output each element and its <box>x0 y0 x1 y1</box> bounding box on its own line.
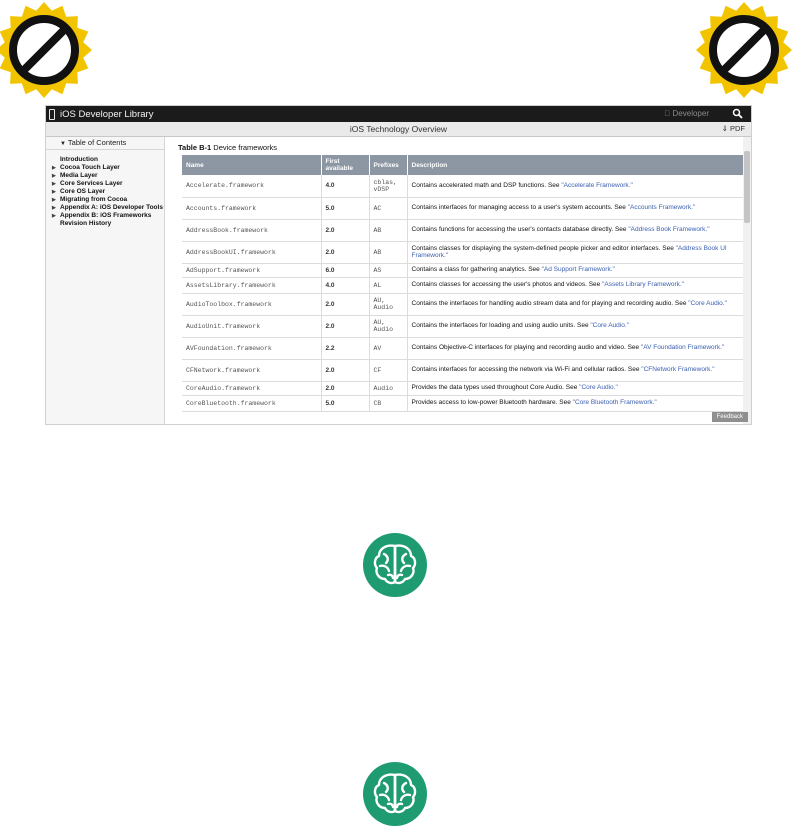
toc-item[interactable] <box>46 172 164 180</box>
description-text: Contains interfaces for accessing the network via Wi-Fi and cellular radios. See <box>411 366 642 374</box>
toc-item[interactable] <box>46 188 164 196</box>
caption-text: Device frameworks <box>213 143 278 152</box>
toc-item-label: Revision History <box>60 220 112 227</box>
top-bar <box>46 106 751 122</box>
framework-name-cell: AddressBook.framework <box>182 219 321 241</box>
framework-name-cell: AudioUnit.framework <box>182 315 321 337</box>
toc-toggle-icon: ▼ <box>60 141 66 147</box>
first-available-cell: 2.0 <box>321 293 369 315</box>
description-cell <box>407 315 746 337</box>
description-text: Provides the data types used throughout Core Audio. See <box>411 384 580 392</box>
framework-link[interactable]: "Core Bluetooth Framework." <box>572 399 657 407</box>
description-cell <box>407 337 746 359</box>
toc-item[interactable] <box>46 180 164 188</box>
toc-item[interactable] <box>46 204 164 212</box>
framework-link[interactable]: "Core Audio." <box>579 384 618 392</box>
expand-arrow-icon[interactable]: ▶ <box>52 213 56 219</box>
toc-item-label: Media Layer <box>60 172 98 179</box>
table-caption <box>178 143 277 152</box>
prefixes-cell: AC <box>369 197 407 219</box>
table-row <box>182 175 746 197</box>
prefixes-cell: CB <box>369 395 407 411</box>
toc-item[interactable] <box>46 220 164 228</box>
expand-arrow-icon[interactable]: ▶ <box>52 173 56 179</box>
first-available-cell: 4.0 <box>321 277 369 293</box>
no-sign-icon <box>694 0 794 100</box>
first-available-cell: 2.0 <box>321 241 369 263</box>
description-text: Contains a class for gathering analytics. See <box>411 266 542 274</box>
prefixes-cell: AV <box>369 337 407 359</box>
description-cell <box>407 277 746 293</box>
expand-arrow-icon[interactable]: ▶ <box>52 197 56 203</box>
description-cell <box>407 395 746 411</box>
description-cell <box>407 175 746 197</box>
description-text: Contains the interfaces for loading and using audio units. See <box>411 322 591 330</box>
prefixes-cell: Audio <box>369 381 407 395</box>
developer-link[interactable] <box>664 109 709 118</box>
first-available-cell: 2.2 <box>321 337 369 359</box>
framework-name-cell: CFNetwork.framework <box>182 359 321 381</box>
pdf-button[interactable]: ⇓ PDF <box>721 124 745 133</box>
developer-label: Developer <box>672 109 709 118</box>
table-row <box>182 293 746 315</box>
framework-name-cell: Accelerate.framework <box>182 175 321 197</box>
table-row <box>182 241 746 263</box>
scrollbar[interactable] <box>743 137 751 424</box>
expand-arrow-icon[interactable]: ▶ <box>52 181 56 187</box>
description-text: Contains the interfaces for handling audio stream data and for playing and recording audio. See <box>411 300 689 308</box>
search-icon[interactable] <box>732 108 743 119</box>
prefixes-cell: AU, Audio <box>369 293 407 315</box>
framework-link[interactable]: "Accounts Framework." <box>627 204 696 212</box>
table-row <box>182 381 746 395</box>
column-header: Prefixes <box>369 155 407 175</box>
framework-link[interactable]: "Address Book Framework." <box>628 226 710 234</box>
toc-item-label: Cocoa Touch Layer <box>60 164 120 171</box>
brain-icon <box>362 761 428 827</box>
device-icon <box>49 109 55 120</box>
framework-name-cell: CoreAudio.framework <box>182 381 321 395</box>
description-text: Contains accelerated math and DSP functions. See <box>411 182 562 189</box>
prefixes-cell: CF <box>369 359 407 381</box>
framework-name-cell: AddressBookUI.framework <box>182 241 321 263</box>
device-frameworks-table <box>182 155 747 412</box>
description-cell <box>407 197 746 219</box>
table-row <box>182 277 746 293</box>
framework-link[interactable]: "CFNetwork Framework." <box>641 366 715 374</box>
column-header: First available <box>321 155 369 175</box>
toc-item[interactable] <box>46 212 164 220</box>
expand-arrow-icon[interactable]: ▶ <box>52 205 56 211</box>
framework-link[interactable]: "AV Foundation Framework." <box>640 344 725 352</box>
toc-item-label: Appendix A: iOS Developer Tools <box>60 204 163 211</box>
framework-name-cell: Accounts.framework <box>182 197 321 219</box>
description-text: Contains classes for displaying the system-defined people picker and editor interfaces. See <box>411 244 676 252</box>
prefixes-cell: AU, Audio <box>369 315 407 337</box>
framework-name-cell: AVFoundation.framework <box>182 337 321 359</box>
first-available-cell: 2.0 <box>321 359 369 381</box>
toc-item-label: Core Services Layer <box>60 180 123 187</box>
framework-name-cell: CoreBluetooth.framework <box>182 395 321 411</box>
first-available-cell: 2.0 <box>321 219 369 241</box>
table-row <box>182 197 746 219</box>
description-cell <box>407 263 746 277</box>
prefixes-cell: cblas, vDSP <box>369 175 407 197</box>
library-title[interactable]: iOS Developer Library <box>60 108 154 120</box>
framework-link[interactable]: "Address Book UI Framework." <box>411 244 727 259</box>
table-row <box>182 337 746 359</box>
table-row <box>182 219 746 241</box>
description-text: Contains interfaces for managing access to a user's system accounts. See <box>411 204 628 212</box>
toc-item[interactable] <box>46 156 164 164</box>
toc-item[interactable] <box>46 164 164 172</box>
content-area <box>166 137 751 424</box>
column-header: Description <box>407 155 746 175</box>
table-row <box>182 359 746 381</box>
document-title: iOS Technology Overview <box>349 124 448 134</box>
prefixes-cell: AB <box>369 241 407 263</box>
column-header: Name <box>182 155 321 175</box>
toc-header[interactable] <box>46 137 164 150</box>
framework-name-cell: AdSupport.framework <box>182 263 321 277</box>
caption-prefix: Table B-1 <box>178 143 212 152</box>
toc-list <box>46 156 164 228</box>
framework-link[interactable]: "Ad Support Framework." <box>541 266 615 274</box>
description-text: Provides access to low-power Bluetooth hardware. See <box>411 399 573 407</box>
table-header-row <box>182 155 746 175</box>
first-available-cell: 5.0 <box>321 197 369 219</box>
framework-link[interactable]: "Core Audio." <box>688 300 727 308</box>
brain-icon <box>362 532 428 598</box>
prefixes-cell: AB <box>369 219 407 241</box>
expand-arrow-icon[interactable]: ▶ <box>52 189 56 195</box>
first-available-cell: 2.0 <box>321 315 369 337</box>
framework-link[interactable]: "Accelerate Framework." <box>561 182 633 189</box>
description-cell <box>407 293 746 315</box>
feedback-button[interactable]: Feedback <box>712 412 748 422</box>
scrollbar-thumb[interactable] <box>744 151 750 223</box>
ios-developer-library-window <box>45 105 752 425</box>
description-text: Contains functions for accessing the user's contacts database directly. See <box>411 226 629 234</box>
description-cell <box>407 219 746 241</box>
framework-link[interactable]: "Assets Library Framework." <box>602 281 684 289</box>
table-of-contents-sidebar <box>46 137 165 424</box>
description-cell <box>407 241 746 263</box>
toc-item-label: Introduction <box>60 156 98 163</box>
toc-item-label: Core OS Layer <box>60 188 106 195</box>
prefixes-cell: AS <box>369 263 407 277</box>
first-available-cell: 5.0 <box>321 395 369 411</box>
first-available-cell: 2.0 <box>321 381 369 395</box>
pdf-label: PDF <box>730 124 745 133</box>
toc-item-label: Appendix B: iOS Frameworks <box>60 212 152 219</box>
description-cell <box>407 381 746 395</box>
table-row <box>182 263 746 277</box>
first-available-cell: 4.0 <box>321 175 369 197</box>
toc-label: Table of Contents <box>67 138 127 147</box>
table-row <box>182 395 746 411</box>
framework-name-cell: AudioToolbox.framework <box>182 293 321 315</box>
framework-name-cell: AssetsLibrary.framework <box>182 277 321 293</box>
description-text: Contains Objective-C interfaces for playing and recording audio and video. See <box>411 344 641 352</box>
table-row <box>182 315 746 337</box>
toc-item[interactable] <box>46 196 164 204</box>
first-available-cell: 6.0 <box>321 263 369 277</box>
toc-item-label: Migrating from Cocoa <box>60 196 128 203</box>
prefixes-cell: AL <box>369 277 407 293</box>
framework-link[interactable]: "Core Audio." <box>590 322 629 330</box>
no-sign-icon <box>0 0 94 100</box>
description-cell <box>407 359 746 381</box>
expand-arrow-icon[interactable]: ▶ <box>52 165 56 171</box>
document-title-bar <box>46 122 751 137</box>
description-text: Contains classes for accessing the user's photos and videos. See <box>411 281 603 289</box>
